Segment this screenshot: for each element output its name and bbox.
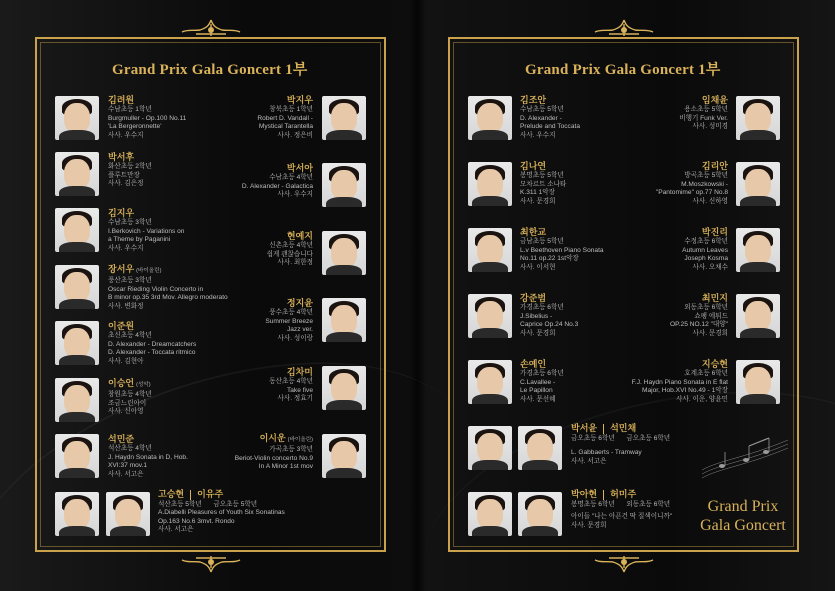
performer-name: 최민지 [701,293,728,303]
teacher: 사사. 변화정 [108,302,144,310]
performer-name: 김조안 [520,95,547,105]
piece: F.J. Haydn Piano Sonata in E flat [631,378,728,386]
performer-photo [468,360,512,404]
school: 금남초등 5학년 [520,238,564,245]
piece: "Pantomime" op.77 No.8 [655,189,728,197]
ornament-icon [176,552,246,574]
ornament-icon [176,18,246,40]
performer-photo [468,228,512,272]
teacher: 사사. 문경희 [571,521,607,529]
duet-info [158,490,285,535]
performer-info [520,94,580,140]
teacher: 사사. 서고은 [158,526,194,534]
performer-name: 박지우 [286,95,313,105]
logo-line: Gala Goncert [700,517,786,534]
piece: a Theme by Paganini [108,236,171,244]
teacher: 사사. 김현아 [108,357,144,365]
piece: Autumn Leaves [682,246,728,254]
teacher: 사사. 김은정 [108,180,144,188]
piece: Joseph Kosma [684,255,728,263]
school: 수정초등 6학년 [684,238,728,245]
performer-info [257,94,313,140]
teacher: 사사. 이서현 [520,263,556,271]
performer-name: 강준범 [520,293,547,303]
performer-info [679,94,728,132]
school: 수남초등 1학년 [108,106,152,113]
performer-photo [55,96,99,140]
performer-info [265,297,313,343]
duet-info [571,424,670,466]
school: 창북초등 1학년 [269,106,313,113]
performer-photo [468,96,512,140]
performer-name: 최한교 [520,227,547,237]
performer-info [520,226,604,272]
school: 금오초등 5학년 [213,500,258,508]
performer-name: 박진리 [701,227,728,237]
performer-info [682,226,728,272]
ornament-icon [589,18,659,40]
school: 화산초등 2학년 [108,163,152,170]
performer-info [632,358,728,404]
performer-info [108,377,152,417]
performer-name: 고승현 [158,489,185,499]
performer-name: 현예지 [286,231,313,241]
performer-name: 이승언 [108,378,135,388]
school: 용소초등 5학년 [684,106,728,113]
performer-photo [55,152,99,196]
performer-photo [55,434,99,478]
school: 금오초등 6학년 [626,434,671,442]
performer-name: 석민채 [610,423,637,433]
piece: L.v Beethoven Piano Sonata [520,246,604,254]
teacher: 사사. 서고은 [571,457,607,465]
piece: Mystical Tarantella [258,123,313,131]
piece: 모차르트 소나타 [520,180,567,188]
performer-photo [322,163,366,207]
piece: Le Papillon [520,387,553,395]
performer-name: 김차미 [286,367,313,377]
instrument-tag: (바이올린) [287,437,313,443]
performer-info [242,162,313,200]
piece: M.Moszkowski - [681,180,728,188]
performer-photo [55,378,99,422]
school: 외동초등 6학년 [684,304,728,311]
performer-photo [322,231,366,275]
performer-name: 김려원 [108,95,135,105]
school: 창원초등 4학년 [108,391,152,398]
piece: I.Berkovich - Variations on [108,227,185,235]
performer-name: 김지우 [108,208,135,218]
performer-info [108,320,196,366]
ornament-icon [589,552,659,574]
piece: L. Gabbaerts - Tramway [571,449,642,457]
teacher: 사사. 우수지 [520,131,556,139]
performer-name: 정지윤 [286,298,313,308]
performer-name: 박서후 [108,152,135,162]
piece: B minor op.35 3rd Mov. Allegro moderato [108,294,228,302]
school: 봉명초등 6학년 [571,500,615,508]
performer-name: 석민준 [108,434,135,444]
performer-info [108,151,152,189]
teacher: 사사. 문경희 [692,329,728,337]
music-notes-icon [700,430,790,490]
piece: Beriot-Violin concerto No.9 [234,454,313,462]
school: 수남초등 3학년 [108,219,152,226]
piece: D. Alexander - Dreamcatchers [108,340,197,348]
piece: A.Diabelli Pleasures of Youth Six Sonatinas [158,509,285,517]
piece: Oscar Rieding Violin Concerto in [108,285,204,293]
performer-info [108,433,188,479]
school: 금오초등 6학년 [571,434,615,442]
piece: Major, Hob.XVI No.49 - 1악장 [641,387,728,395]
piece: 쉽게 괜찮습니다 [266,250,313,258]
school: 수남초등 5학년 [520,106,564,113]
school: 가곡초등 3학년 [269,446,313,453]
piece: 쇼팽 에튀드 [694,312,728,320]
performer-name: 이시운 [259,433,286,443]
teacher: 사사. 정은비 [277,131,313,139]
performer-photo [468,294,512,338]
performer-name: 장서우 [108,264,135,274]
teacher: 사사. 오채수 [692,263,728,271]
piece: Jazz ver. [286,326,313,334]
teacher: 사사. 신아영 [108,408,144,416]
page-title-left: Grand Prix Gala Goncert 1부 [112,62,308,78]
performer-photo [468,426,512,470]
name-separator [603,490,604,500]
name-separator [603,424,604,434]
piece: No.11 op.22 1st악장 [520,255,579,263]
performer-photo [736,228,780,272]
school: 방곡초등 5학년 [684,172,728,179]
teacher: 사사. 정효기 [277,395,313,403]
performer-info [520,292,578,338]
performer-info [520,160,566,206]
performer-photo [518,492,562,536]
performer-photo [736,162,780,206]
teacher: 사사. 최한정 [277,259,313,267]
teacher: 사사. 이운, 양윤민 [676,395,728,403]
performer-photo [736,360,780,404]
piece: Caprice Op.24 No.3 [520,321,579,329]
piece: C.Lavallee - [520,378,556,386]
teacher: 사사. 문경희 [520,197,556,205]
performer-name: 김리안 [701,161,728,171]
performer-info [267,230,313,268]
performer-photo [55,321,99,365]
performer-info [670,292,728,338]
teacher: 사사. 신하영 [692,197,728,205]
performer-photo [322,434,366,478]
piece: J.Sibelius - [520,312,553,320]
instrument-tag: (성악) [136,382,151,388]
school: 외동초등 6학년 [626,500,671,508]
school: 봉명초등 5학년 [520,172,564,179]
performer-photo [468,492,512,536]
performer-name: 박아현 [571,489,598,499]
piece: Prelude and Toccata [520,123,580,131]
teacher: 사사. 서고은 [108,470,144,478]
performer-photo [322,366,366,410]
teacher: 사사. 우수지 [108,244,144,252]
teacher: 사사. 우수지 [108,131,144,139]
performer-photo [518,426,562,470]
performer-info [108,207,184,253]
piece: 비행기 Funk Ver. [679,114,728,122]
school: 초신초등 4학년 [108,332,152,339]
performer-info [108,94,186,140]
performer-photo [736,96,780,140]
piece: 아이들 "나는 아픈건 딱 질색이니까" [571,513,673,521]
school: 호계초등 6학년 [684,370,728,377]
performer-name: 손예인 [520,359,547,369]
performer-photo [322,96,366,140]
performer-info [235,432,313,472]
school: 풍수초등 4학년 [269,309,313,316]
piece: Robert D. Vandall - [257,114,313,122]
performer-info [520,358,564,404]
piece: D. Alexander - Galactica [241,182,313,190]
performer-name: 지승현 [701,359,728,369]
school: 풍산초등 3학년 [108,277,152,284]
piece: Burgmuller - Op.100 No.11 [108,114,187,122]
duet-info [571,490,672,530]
logo-line: Grand Prix [707,498,779,515]
piece: K.311 1악장 [520,189,555,197]
school: 가경초등 6학년 [520,370,564,377]
performer-photo [106,492,150,536]
performer-name: 이유주 [197,489,224,499]
piece: 'La Bergeronnette' [108,123,162,131]
performer-photo [322,298,366,342]
instrument-tag: (바이올린) [136,268,162,274]
school: 수남초등 4학년 [269,174,313,181]
performer-name: 박서윤 [571,423,598,433]
piece: 조금느린아이 [108,399,147,407]
school: 가경초등 6학년 [520,304,564,311]
performer-name: 허미주 [610,489,637,499]
school: 신촌초등 4학년 [269,242,313,249]
gala-logo [688,497,798,535]
performer-info [269,366,313,404]
school: 동산초등 4학년 [269,378,313,385]
piece: 플루트만장 [108,171,140,179]
performer-photo [468,162,512,206]
performer-name: 임채윤 [701,95,728,105]
piece: D. Alexander - Toccata ritmico [108,349,196,357]
piece: Take five [286,386,313,394]
piece: J. Haydn Sonata in D, Hob. [108,453,188,461]
piece: XVI:37 mov.1 [108,462,148,470]
school: 석산초등 4학년 [108,445,152,452]
teacher: 사사. 문선혜 [520,395,556,403]
performer-info [656,160,728,206]
performer-info [108,263,228,311]
page-title-right: Grand Prix Gala Goncert 1부 [525,62,721,78]
teacher: 사사. 문경희 [520,329,556,337]
performer-photo [55,492,99,536]
piece: OP.25 NO.12 "대양" [670,321,728,329]
performer-name: 김나연 [520,161,547,171]
piece: Summer Breeze [265,317,313,325]
performer-name: 박서아 [286,163,313,173]
performer-photo [55,208,99,252]
performer-photo [55,265,99,309]
teacher: 사사. 성미경 [692,123,728,131]
piece: In A Minor 1st mov [258,463,313,471]
teacher: 사사. 성이랑 [277,334,313,342]
piece: D. Alexander - [520,114,562,122]
performer-name: 이준원 [108,321,135,331]
performer-photo [736,294,780,338]
teacher: 사사. 우수지 [277,191,313,199]
name-separator [190,490,191,500]
piece: Op.163 No.6 3mvt. Rondo [158,517,235,525]
school: 석산초등 5학년 [158,500,202,508]
